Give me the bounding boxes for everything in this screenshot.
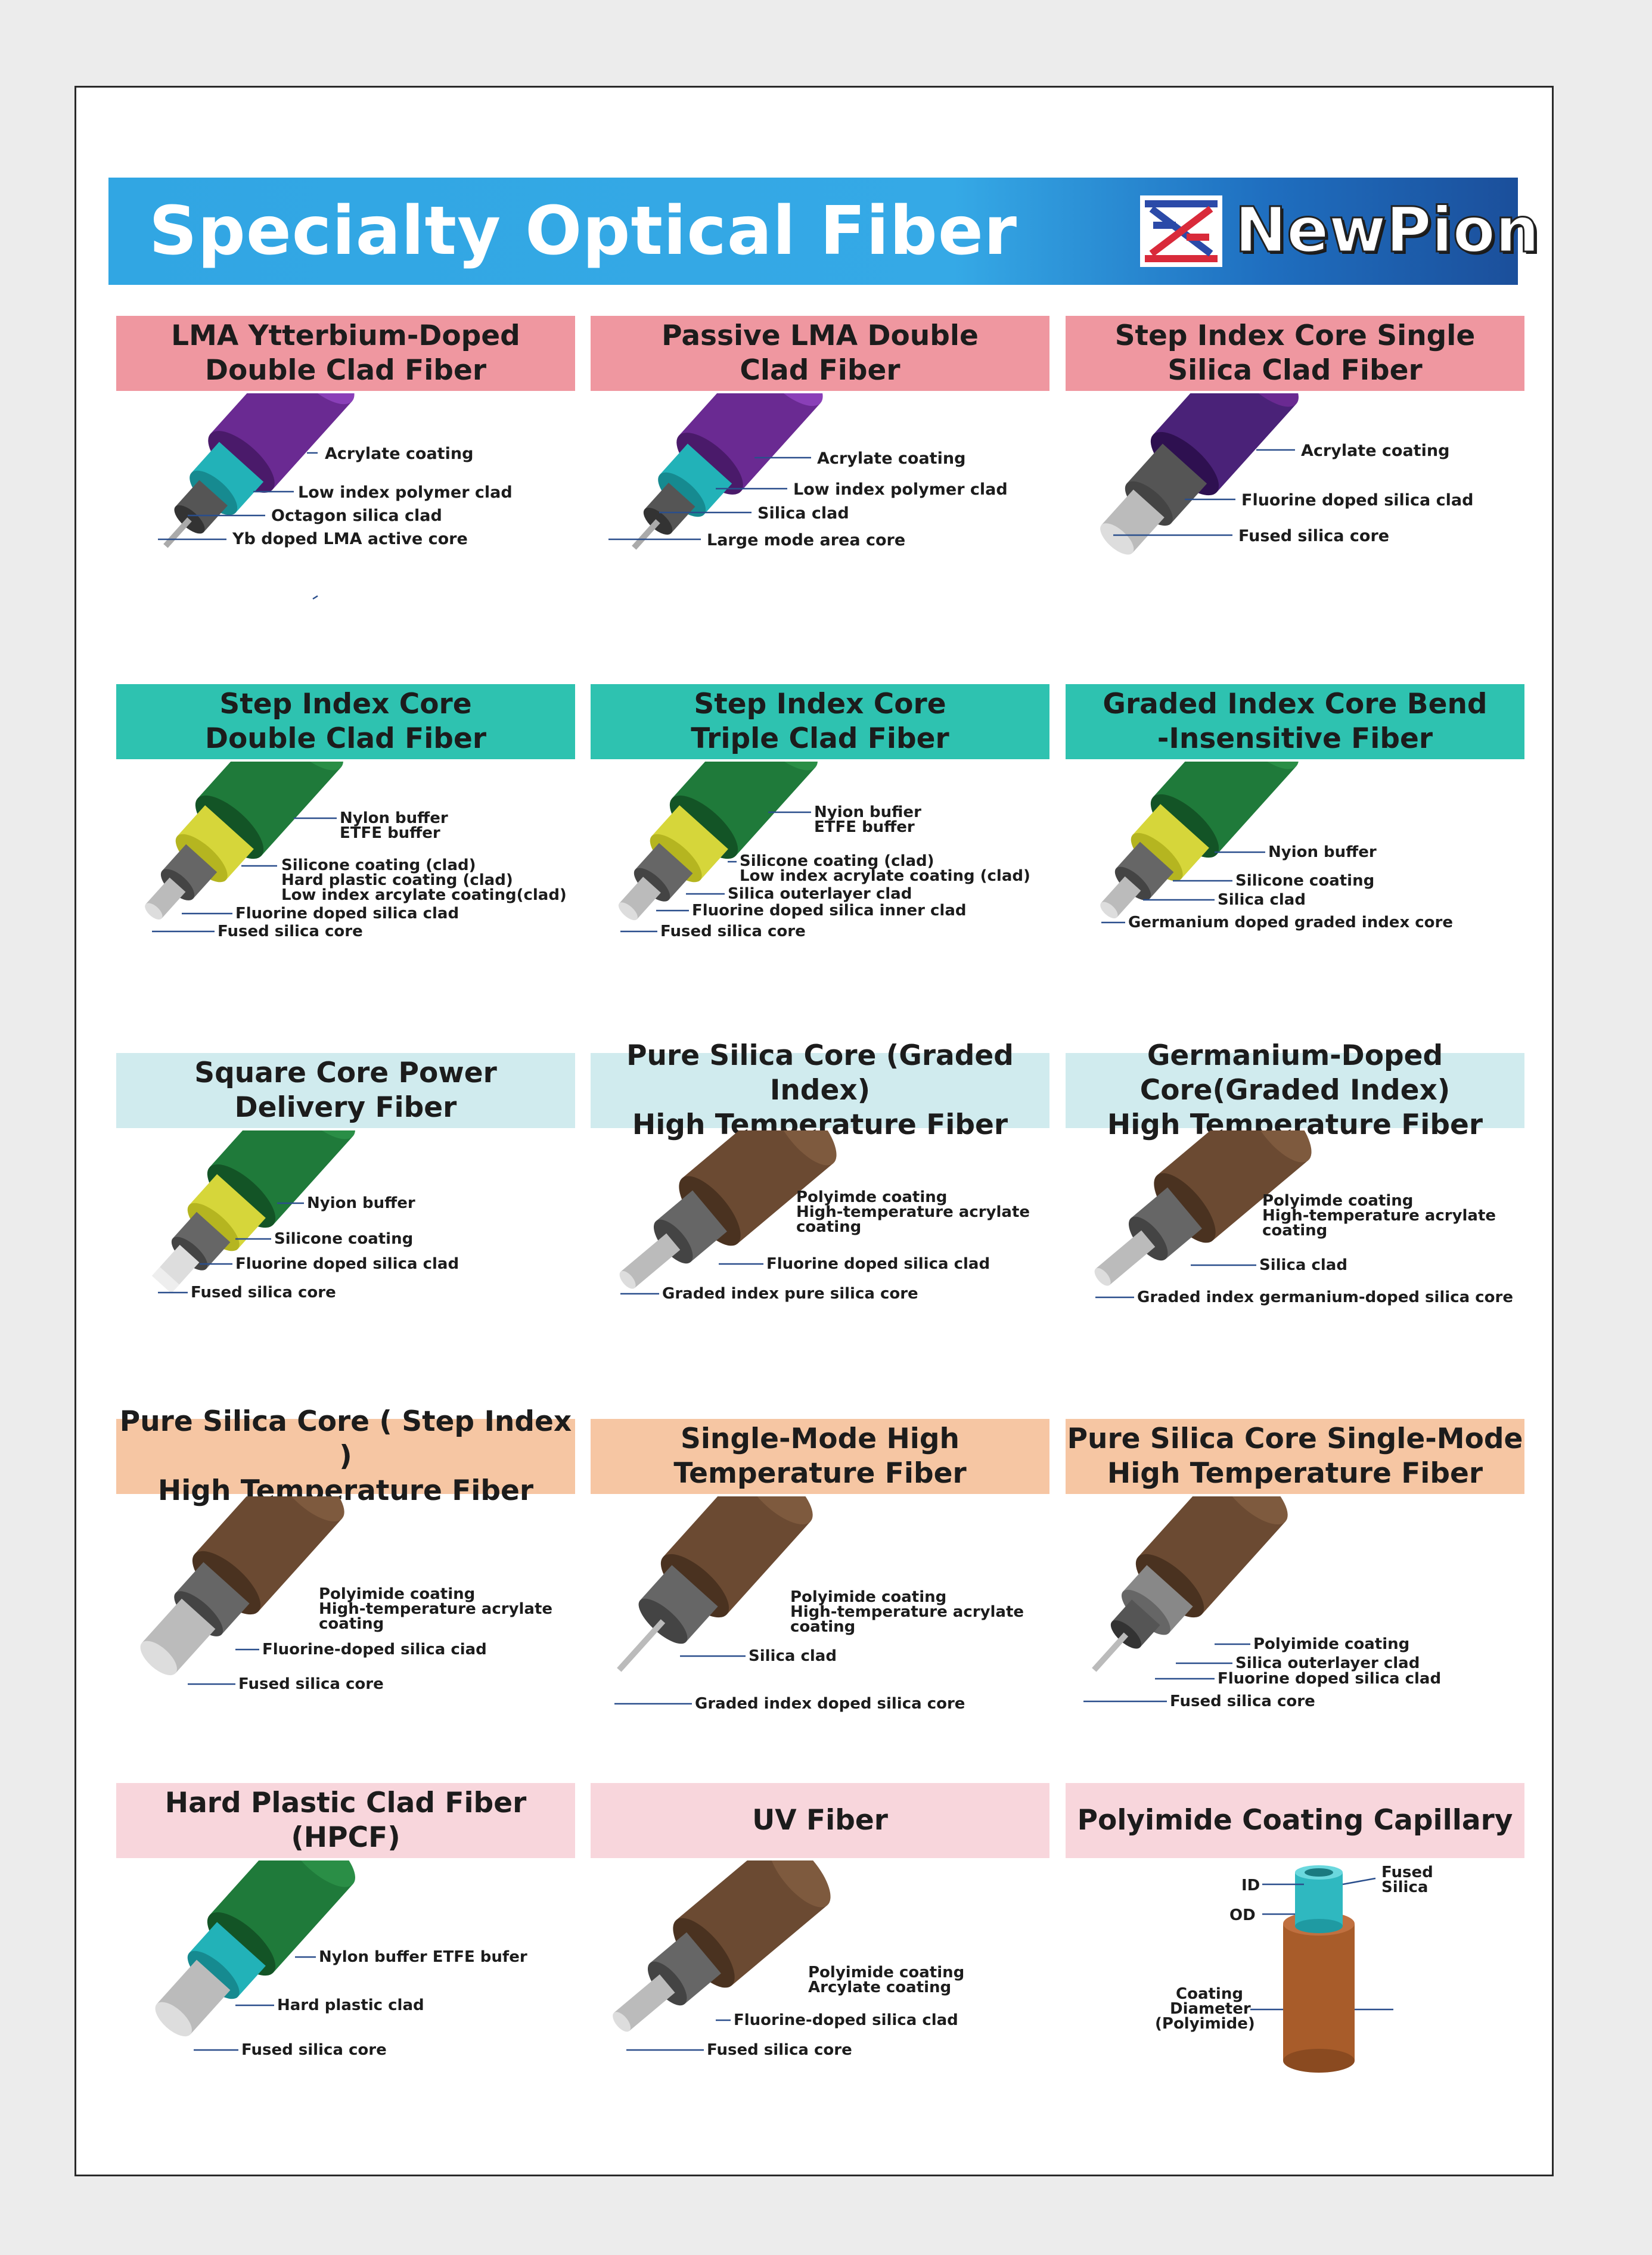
- fiber-cross-section-diagram: [116, 1130, 575, 1405]
- layer-label: Fluorine-doped silica ciad: [262, 1641, 487, 1658]
- fiber-cross-section-diagram: [1066, 762, 1524, 1036]
- layer-label: Silica: [1381, 1878, 1429, 1896]
- fiber-card-title: Single-Mode High Temperature Fiber: [591, 1419, 1049, 1494]
- layer-label: coating: [796, 1218, 862, 1236]
- fiber-card-germanium-graded-ht: [1066, 1039, 1524, 1405]
- layer-label: Coating: [1176, 1985, 1243, 2003]
- fiber-card-hpcf: [116, 1783, 575, 2135]
- layer-label: Fused: [1381, 1863, 1433, 1881]
- layer-label: ID: [1241, 1877, 1260, 1894]
- layer-label: Graded index germanium-doped silica core: [1137, 1288, 1513, 1306]
- layer-label: OD: [1229, 1906, 1256, 1924]
- fiber-card-title: Polyimide Coating Capillary: [1066, 1783, 1524, 1858]
- layer-label: Octagon silica clad: [271, 507, 442, 525]
- fiber-cross-section-diagram: [116, 393, 575, 667]
- layer-label: Fluorine doped silica clad: [1218, 1670, 1442, 1688]
- fiber-cross-section-diagram: [116, 1496, 575, 1771]
- layer-label: Polyimide coating: [808, 1964, 965, 1981]
- layer-label: Silicone coating: [274, 1230, 414, 1248]
- layer-label: Yb doped LMA active core: [232, 530, 468, 548]
- layer-label: coating: [319, 1615, 384, 1633]
- fiber-card-title: Germanium-Doped Core(Graded Index) High Temperature Fiber: [1066, 1053, 1524, 1128]
- layer-label: Silica clad: [749, 1647, 837, 1665]
- fiber-card-lma-yb: [116, 316, 575, 667]
- layer-label: Fused silica core: [241, 2041, 387, 2059]
- layer-label: Graded index pure silica core: [662, 1285, 918, 1303]
- layer-label: Fused silica core: [1170, 1692, 1315, 1710]
- fiber-card-title: Step Index Core Triple Clad Fiber: [591, 684, 1049, 759]
- fiber-card-title: Pure Silica Core Single-Mode High Temperature Fiber: [1066, 1419, 1524, 1494]
- layer-label: Polyimide coating: [790, 1588, 947, 1606]
- capillary-diagram: [1066, 1860, 1524, 2135]
- fiber-card-pure-silica-graded-ht: [591, 1039, 1049, 1405]
- page-title: Specialty Optical Fiber: [149, 192, 1018, 270]
- fiber-card-title: Step Index Core Single Silica Clad Fiber: [1066, 316, 1524, 391]
- layer-label: High-temperature acrylate: [790, 1603, 1024, 1621]
- fiber-card-polyimide-capillary: [1066, 1783, 1524, 2135]
- layer-label: Fluorine doped silica clad: [235, 1255, 459, 1273]
- layer-label: (Polyimide): [1155, 2015, 1255, 2033]
- layer-label: High-temperature acrylate: [1262, 1207, 1496, 1225]
- fiber-cross-section-diagram: [591, 1860, 1049, 2135]
- layer-label: Silica clad: [1218, 891, 1306, 909]
- layer-label: Silica clad: [1259, 1256, 1347, 1274]
- fiber-cross-section-diagram: [591, 1130, 1049, 1405]
- fiber-cross-section-diagram: [1066, 1496, 1524, 1771]
- fiber-cross-section-diagram: [116, 1860, 575, 2135]
- fiber-card-single-mode-ht: [591, 1419, 1049, 1771]
- layer-label: coating: [1262, 1222, 1328, 1240]
- fiber-card-step-triple-clad: [591, 684, 1049, 1036]
- fiber-card-title: UV Fiber: [591, 1783, 1049, 1858]
- layer-label: Fused silica core: [191, 1284, 336, 1302]
- layer-label: Silica outerlayer clad: [1235, 1654, 1420, 1672]
- fiber-card-title: Hard Plastic Clad Fiber (HPCF): [116, 1783, 575, 1858]
- layer-label: Acrylate coating: [325, 445, 474, 463]
- layer-label: ETFE buffer: [340, 824, 440, 842]
- layer-label: Arcylate coating: [808, 1978, 952, 1996]
- layer-label: High-temperature acrylate: [319, 1600, 553, 1618]
- layer-label: Acrylate coating: [1301, 442, 1450, 460]
- layer-label: Fluorine doped silica clad: [1241, 491, 1474, 510]
- layer-label: Silicone coating: [1235, 872, 1375, 890]
- layer-label: ETFE buffer: [814, 818, 915, 836]
- layer-label: Fused silica core: [1238, 527, 1390, 545]
- newpion-logo-icon: [1136, 190, 1226, 273]
- brand-logo: [1136, 190, 1540, 273]
- layer-label: Silica clad: [757, 504, 849, 523]
- brand-name: NewPion: [1235, 194, 1540, 266]
- layer-label: Silicone coating (clad): [281, 856, 476, 874]
- layer-label: Low index polymer clad: [298, 483, 513, 502]
- fiber-card-passive-lma: [591, 316, 1049, 667]
- layer-label: Low index arcylate coating(clad): [281, 886, 567, 904]
- fiber-card-title: Step Index Core Double Clad Fiber: [116, 684, 575, 759]
- layer-label: Nyion buffer: [307, 1194, 415, 1212]
- layer-label: Graded index doped silica core: [695, 1695, 965, 1713]
- fiber-card-single-silica-clad: [1066, 316, 1524, 667]
- fiber-card-step-double-clad: [116, 684, 575, 1036]
- layer-label: Hard plastic coating (clad): [281, 871, 513, 889]
- layer-label: Fluorine doped silica clad: [235, 905, 459, 922]
- layer-label: Fluorine-doped silica clad: [734, 2011, 958, 2029]
- layer-label: Low index acrylate coating (clad): [740, 867, 1030, 885]
- fiber-card-uv: [591, 1783, 1049, 2135]
- fiber-card-title: Pure Silica Core (Graded Index) High Temperature Fiber: [591, 1053, 1049, 1128]
- fiber-cross-section-diagram: [591, 762, 1049, 1036]
- fiber-cross-section-diagram: [591, 393, 1049, 667]
- layer-label: Hard plastic clad: [277, 1996, 424, 2014]
- title-banner: [108, 178, 1540, 285]
- layer-label: Low index polymer clad: [793, 480, 1008, 499]
- layer-label: Nylon buffer: [340, 809, 448, 827]
- layer-label: High-temperature acrylate: [796, 1203, 1030, 1221]
- layer-label: Fused silica core: [238, 1675, 384, 1693]
- fiber-card-title: Pure Silica Core ( Step Index ) High Temperature Fiber: [116, 1419, 575, 1494]
- fiber-card-title: LMA Ytterbium-Doped Double Clad Fiber: [116, 316, 575, 391]
- layer-label: Polyimide coating: [1253, 1635, 1410, 1653]
- layer-label: Polyimide coating: [319, 1585, 476, 1603]
- layer-label: Silica outerlayer clad: [728, 885, 912, 903]
- fiber-cross-section-diagram: [1066, 1130, 1524, 1405]
- layer-label: Nylon buffer ETFE bufer: [319, 1948, 527, 1966]
- layer-label: Diameter: [1170, 2000, 1251, 2018]
- layer-label: Fluorine doped silica inner clad: [692, 902, 967, 920]
- fiber-card-pure-silica-single-mode-ht: [1066, 1419, 1524, 1771]
- layer-label: Acrylate coating: [817, 449, 966, 468]
- fiber-cross-section-diagram: [116, 762, 575, 1036]
- layer-label: Polyimde coating: [796, 1188, 948, 1206]
- layer-label: Fused silica core: [218, 922, 363, 940]
- fiber-card-graded-bend-insensitive: [1066, 684, 1524, 1036]
- layer-label: Fused silica core: [707, 2041, 852, 2059]
- fiber-cross-section-diagram: [1066, 393, 1524, 667]
- fiber-card-title: Square Core Power Delivery Fiber: [116, 1053, 575, 1128]
- layer-label: coating: [790, 1618, 856, 1636]
- layer-label: Nyion buffer: [1268, 843, 1377, 861]
- fiber-card-pure-silica-step-ht: [116, 1405, 575, 1771]
- layer-label: Germanium doped graded index core: [1128, 914, 1453, 931]
- fiber-card-square-core: [116, 1053, 575, 1405]
- layer-label: Fused silica core: [660, 922, 806, 940]
- fiber-cross-section-diagram: [591, 1496, 1049, 1771]
- layer-label: Fluorine doped silica clad: [766, 1255, 990, 1273]
- layer-label: Polyimde coating: [1262, 1192, 1414, 1210]
- layer-label: Silicone coating (clad): [740, 852, 934, 870]
- fiber-card-title: Graded Index Core Bend -Insensitive Fiber: [1066, 684, 1524, 759]
- layer-label: Large mode area core: [707, 531, 906, 549]
- layer-label: Nyion bufier: [814, 803, 921, 821]
- fiber-card-title: Passive LMA Double Clad Fiber: [591, 316, 1049, 391]
